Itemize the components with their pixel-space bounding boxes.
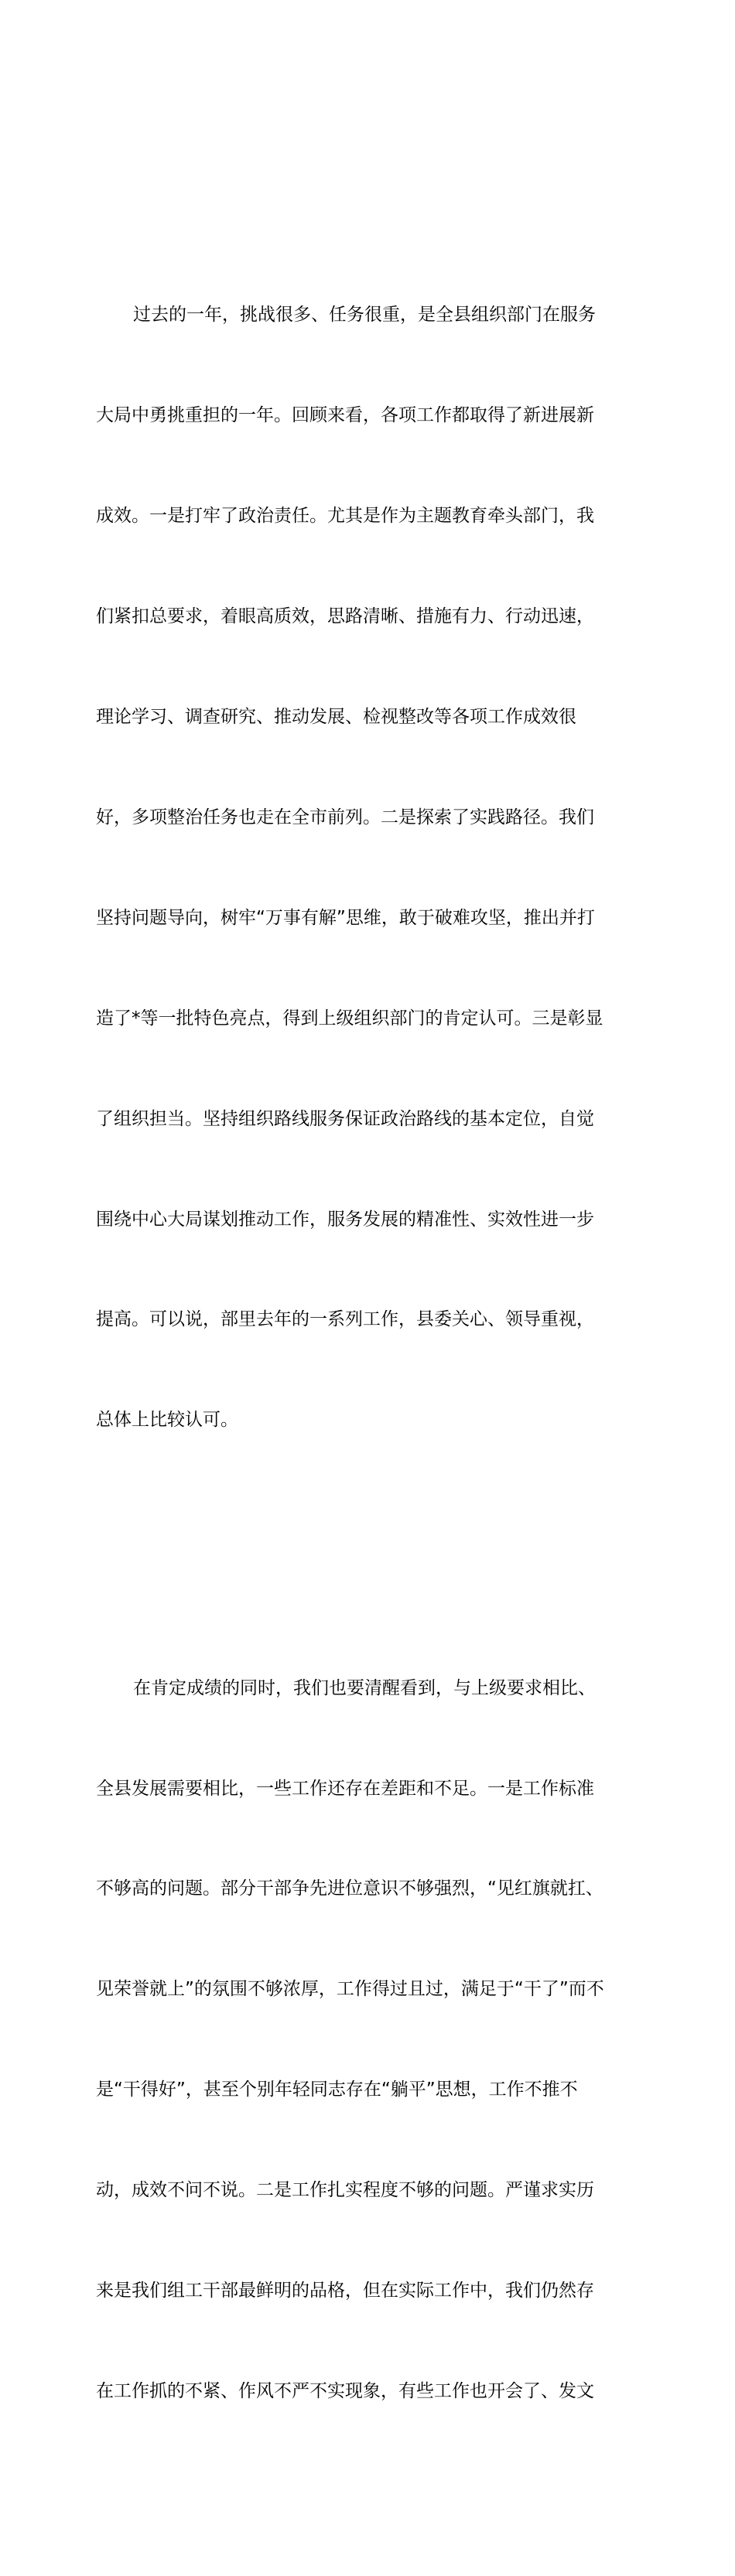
text-line: 在肯定成绩的同时，我们也要清醒看到，与上级要求相比、	[133, 1677, 596, 1698]
text-line: 们紧扣总要求，着眼高质效，思路清晰、措施有力、行动迅速，	[96, 606, 594, 627]
text-line: 造了*等一批特色亮点，得到上级组织部门的肯定认可。三是彰显	[96, 1008, 603, 1029]
paragraph-shortcomings	[96, 1605, 653, 2475]
text-line: 好，多项整治任务也走在全市前列。二是探索了实践路径。我们	[96, 807, 594, 827]
text-line: 了组织担当。坚持组织路线服务保证政治路线的基本定位，自觉	[96, 1108, 594, 1129]
text-line: 动，成效不问不说。二是工作扎实程度不够的问题。严谨求实历	[96, 2180, 594, 2201]
text-line: 来是我们组工干部最鲜明的品格，但在实际工作中，我们仍然存	[96, 2281, 594, 2301]
text-line: 提高。可以说，部里去年的一系列工作，县委关心、领导重视，	[96, 1309, 594, 1330]
text-line: 大局中勇挑重担的一年。回顾来看，各项工作都取得了新进展新	[96, 405, 594, 426]
text-line: 成效。一是打牢了政治责任。尤其是作为主题教育牵头部门，我	[96, 506, 594, 527]
text-line: 理论学习、调查研究、推动发展、检视整改等各项工作成效很	[96, 707, 576, 728]
text-line: 全县发展需要相比，一些工作还存在差距和不足。一是工作标准	[96, 1778, 594, 1799]
text-line: 总体上比较认可。	[96, 1410, 238, 1431]
text-line: 过去的一年，挑战很多、任务很重，是全县组织部门在服务	[133, 305, 596, 326]
text-line: 是“干得好”，甚至个别年轻同志存在“躺平”思想，工作不推不	[96, 2080, 578, 2100]
paragraph-achievements	[96, 232, 653, 1504]
document-body	[96, 131, 653, 2576]
text-line: 围绕中心大局谋划推动工作，服务发展的精准性、实效性进一步	[96, 1209, 594, 1230]
text-line: 坚持问题导向，树牢“万事有解”思维，敢于破难攻坚，推出并打	[96, 907, 595, 928]
text-line: 在工作抓的不紧、作风不严不实现象，有些工作也开会了、发文	[96, 2380, 594, 2401]
text-line: 不够高的问题。部分干部争先进位意识不够强烈，“见红旗就扛、	[96, 1878, 603, 1899]
text-line: 见荣誉就上”的氛围不够浓厚，工作得过且过，满足于“干了”而不	[96, 1979, 604, 2000]
